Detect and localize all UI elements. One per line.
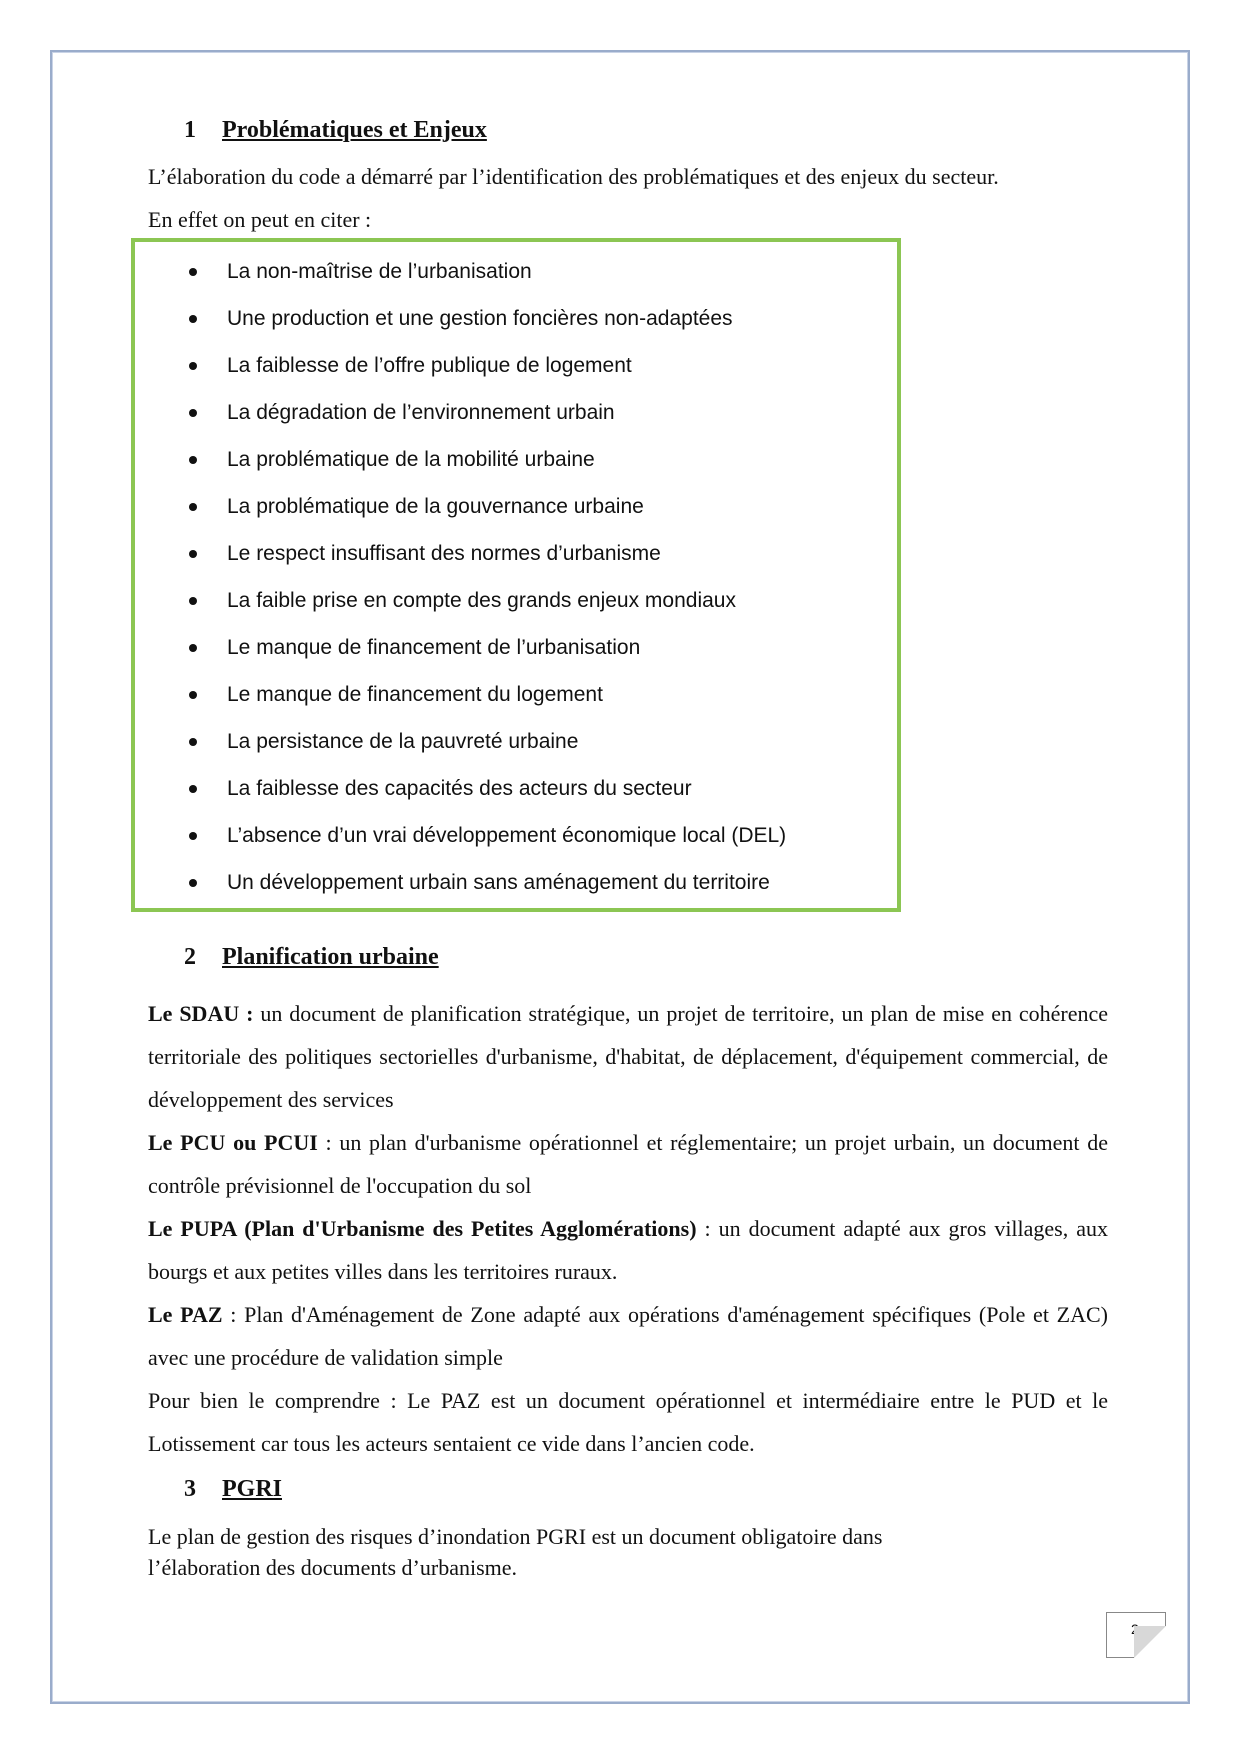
issue-text: Une production et une gestion foncières non-adaptées [227,307,733,330]
section-2-heading [184,944,439,971]
page-fold-icon [1134,1626,1166,1658]
issue-list-item [189,389,786,436]
issue-text: La faible prise en compte des grands enjeux mondiaux [227,589,736,612]
bullet-icon [189,503,197,511]
issue-text: Le manque de financement du logement [227,683,603,706]
issue-list-item [189,765,786,812]
paz-paragraph [148,1293,1108,1379]
bullet-icon [189,268,197,276]
issue-list-item [189,342,786,389]
bullet-icon [189,597,197,605]
pgri-line-2: l’élaboration des documents d’urbanisme. [148,1555,518,1580]
issue-text: La non-maîtrise de l’urbanisation [227,260,532,283]
bullet-icon [189,738,197,746]
issue-text: Le respect insuffisant des normes d’urbanisme [227,542,661,565]
section-1-intro-line-1: L’élaboration du code a démarré par l’identification des problématiques et des enjeux du secteur. [148,164,999,189]
section-1-title: Problématiques et Enjeux [222,117,487,143]
issue-text: La problématique de la gouvernance urbaine [227,495,644,518]
issue-text: La faiblesse de l’offre publique de logement [227,354,632,377]
bullet-icon [189,691,197,699]
bullet-icon [189,879,197,887]
pgri-line-1: Le plan de gestion des risques d’inondation PGRI est un document obligatoire dans [148,1524,883,1549]
issue-list-item [189,624,786,671]
issue-text: La dégradation de l’environnement urbain [227,401,615,424]
issues-list [189,248,786,906]
issue-text: Le manque de financement de l’urbanisation [227,636,641,659]
sdau-paragraph [148,992,1108,1121]
issue-text: La problématique de la mobilité urbaine [227,448,595,471]
issue-text: La persistance de la pauvreté urbaine [227,730,579,753]
issue-list-item [189,248,786,295]
paz-note-paragraph: Pour bien le comprendre : Le PAZ est un document opérationnel et intermédiaire entre le PUD et le Lotissement car tous les acteurs sentaient ce vide dans l’ancien code. [148,1388,1108,1456]
section-3-heading [184,1476,282,1503]
page-number: 2 [1131,1621,1139,1637]
issue-list-item [189,483,786,530]
bullet-icon [189,785,197,793]
bullet-icon [189,315,197,323]
issue-list-item [189,530,786,577]
bullet-icon [189,456,197,464]
bullet-icon [189,550,197,558]
bullet-icon [189,362,197,370]
section-3-number: 3 [184,1476,196,1502]
issue-list-item [189,295,786,342]
pcu-paragraph [148,1121,1108,1207]
bullet-icon [189,644,197,652]
pcu-text: : un plan d'urbanisme opérationnel et réglementaire; un projet urbain, un document de contrôle prévisionnel de l'occupation du sol [148,1130,1108,1198]
pgri-paragraph [148,1521,1108,1583]
issue-text: L’absence d’un vrai développement économique local (DEL) [227,824,787,847]
pupa-term: Le PUPA (Plan d'Urbanisme des Petites Agglomérations) [148,1216,697,1241]
bullet-icon [189,409,197,417]
section-2-number: 2 [184,944,196,970]
issue-list-item [189,577,786,624]
pupa-paragraph [148,1207,1108,1293]
pupa-text: : un document adapté aux gros villages, aux bourgs et aux petites villes dans les territoires ruraux. [148,1216,1108,1284]
issue-text: Un développement urbain sans aménagement du territoire [227,871,770,894]
section-1-heading [184,117,487,144]
paz-text: : Plan d'Aménagement de Zone adapté aux opérations d'aménagement spécifiques (Pole et ZAC) avec une procédure de validation simple [148,1302,1108,1370]
issue-list-item [189,718,786,765]
sdau-term: Le SDAU : [148,1001,254,1026]
bullet-icon [189,832,197,840]
issue-list-item [189,859,786,906]
section-1-intro-line-2: En effet on peut en citer : [148,207,372,232]
section-2-title: Planification urbaine [222,944,439,970]
sdau-text: un document de planification stratégique, un projet de territoire, un plan de mise en cohérence territoriale des politiques sectorielles d'urbanisme, d'habitat, de déplacement, d'équipement commercial, de développement des services [148,1001,1108,1112]
issue-list-item [189,812,786,859]
pcu-term: Le PCU ou PCUI [148,1130,318,1155]
issue-list-item [189,436,786,483]
paz-term: Le PAZ [148,1302,223,1327]
issue-text: La faiblesse des capacités des acteurs du secteur [227,777,692,800]
section-3-title: PGRI [222,1476,282,1502]
issues-box [131,238,901,912]
issue-list-item [189,671,786,718]
section-1-number: 1 [184,117,196,143]
page-number-box [1106,1612,1166,1658]
